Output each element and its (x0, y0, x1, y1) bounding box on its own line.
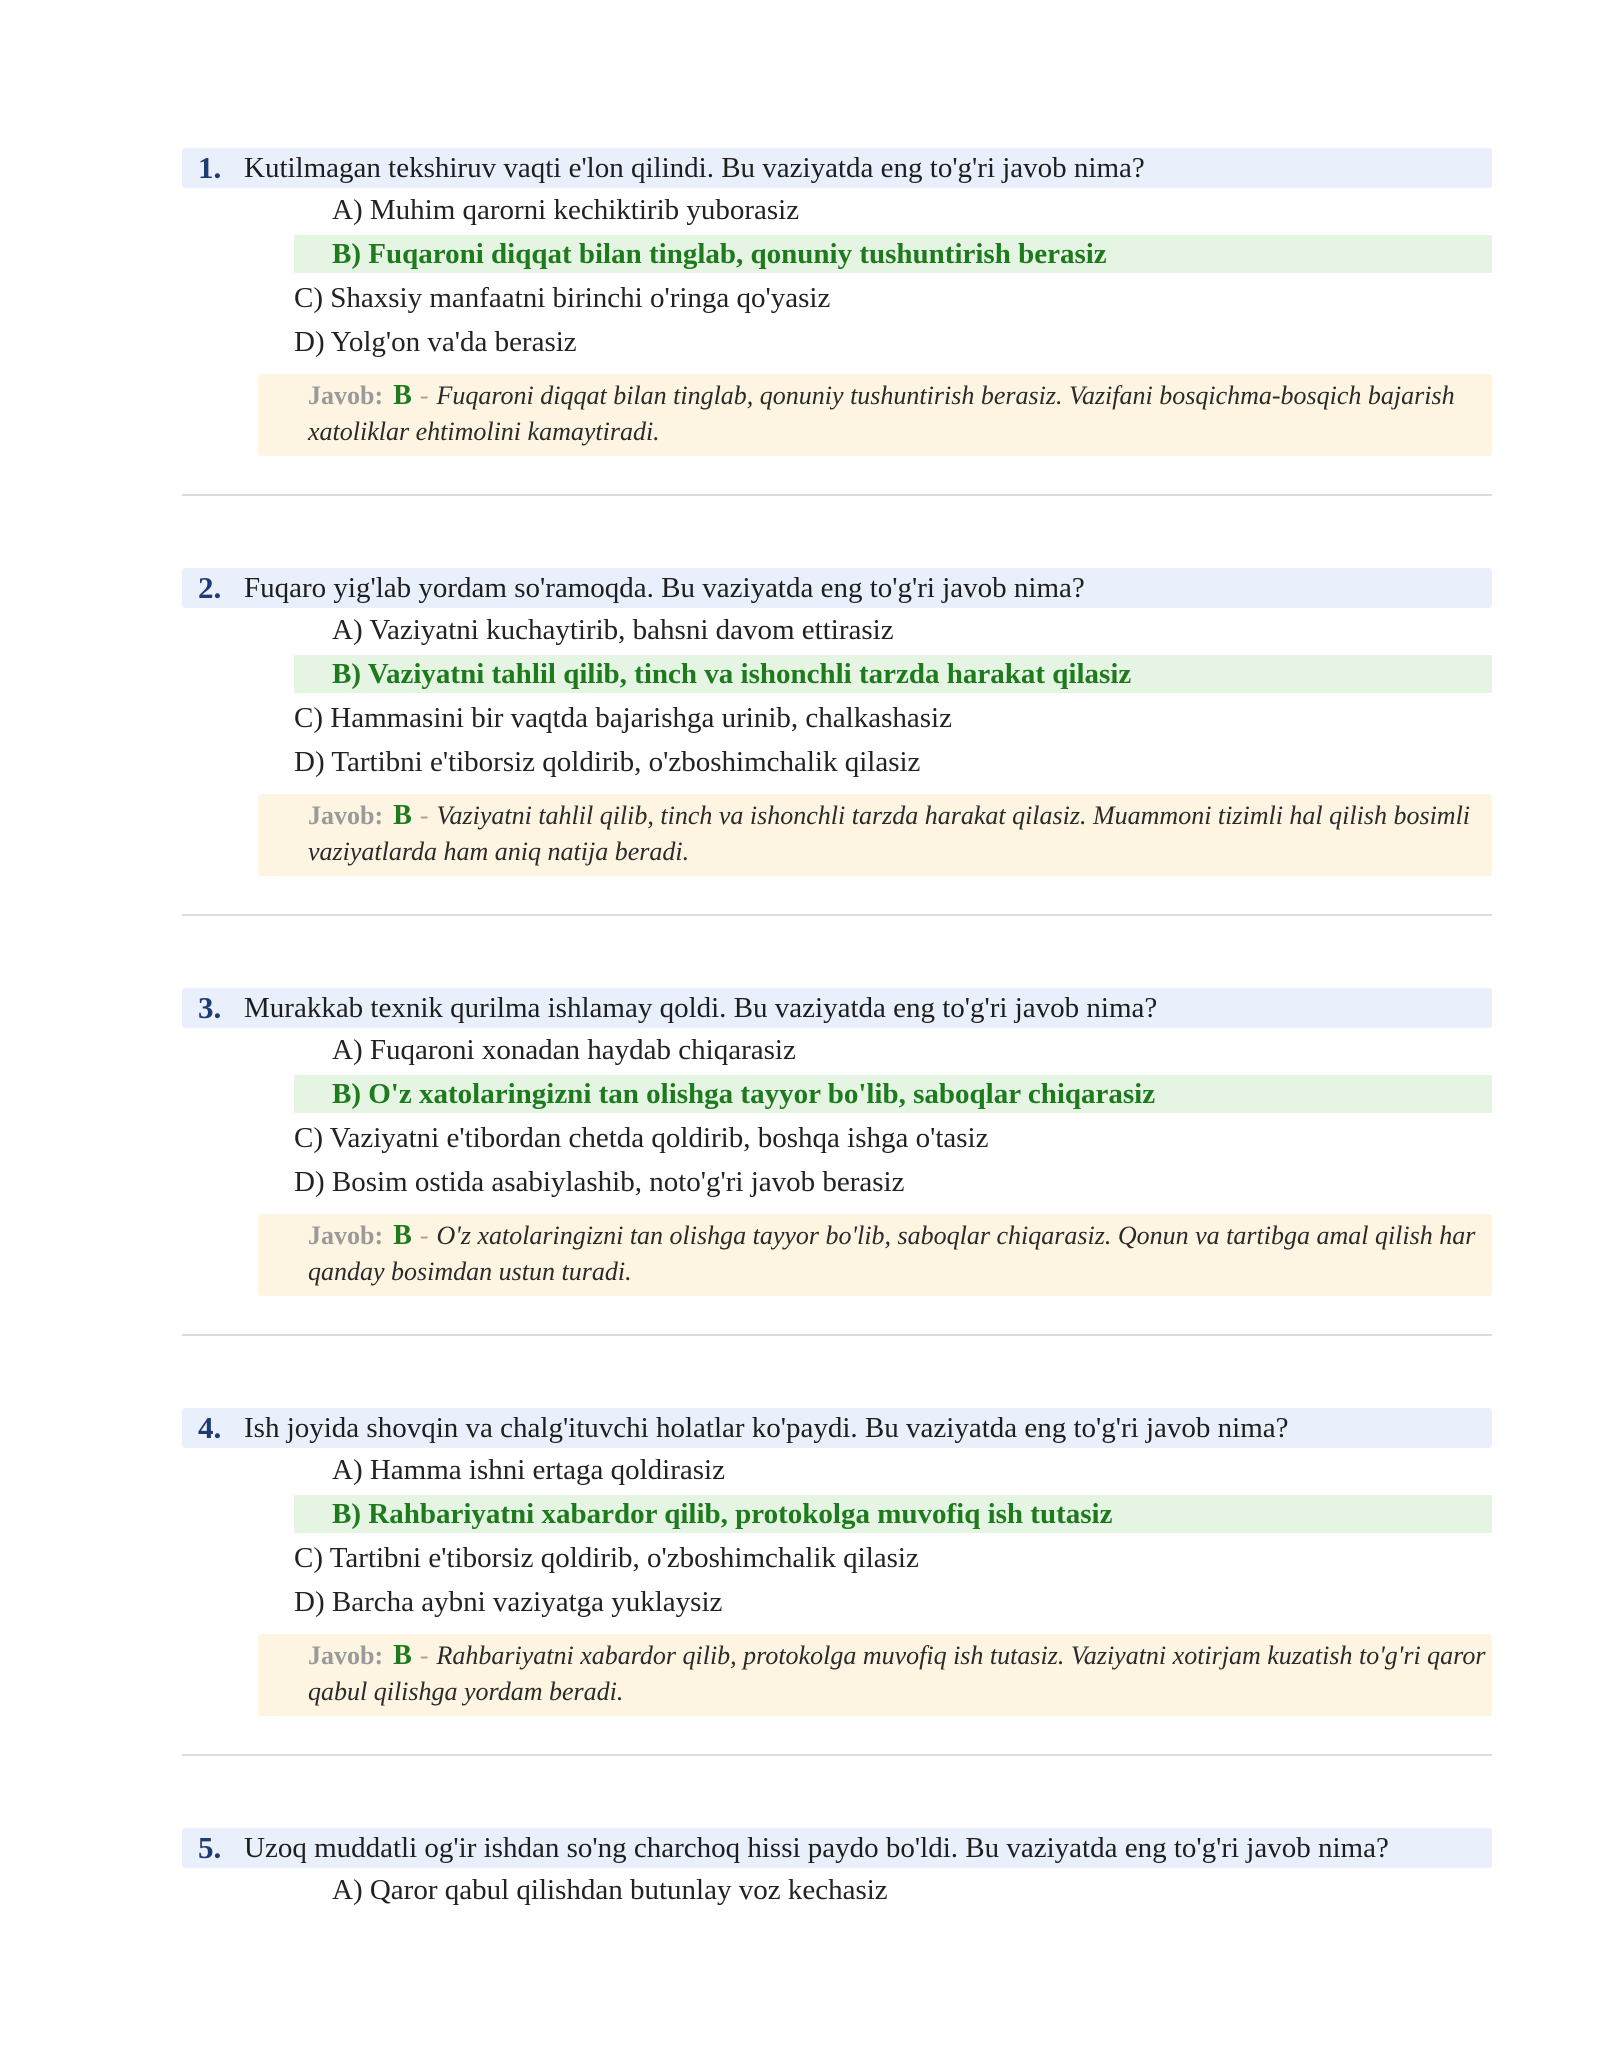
option-d: D) Barcha aybni vaziyatga yuklaysiz (294, 1586, 723, 1618)
question-text: Kutilmagan tekshiruv vaqti e'lon qilindi. Bu vaziyatda eng to'g'ri javob nima? (244, 152, 1145, 184)
option-a: A) Vaziyatni kuchaytirib, bahsni davom ettirasiz (332, 614, 894, 646)
option-a: A) Muhim qarorni kechiktirib yuborasiz (332, 194, 800, 226)
divider (182, 914, 1492, 916)
question-block (182, 1408, 1492, 1716)
option-b-correct: B) Vaziyatni tahlil qilib, tinch va ishonchli tarzda harakat qilasiz (294, 655, 1492, 693)
divider (182, 1754, 1492, 1756)
option-b-correct: B) O'z xatolaringizni tan olishga tayyor bo'lib, saboqlar chiqarasiz (294, 1075, 1492, 1113)
answer-explanation: Rahbariyatni xabardor qilib, protokolga muvofiq ish tutasiz. Vaziyatni xotirjam kuzatish to'g'ri qaror qabul qilishga yordam beradi. (308, 1641, 1486, 1706)
question-header (182, 148, 1492, 188)
answer-label: Javob: (308, 381, 384, 410)
question-header (182, 1408, 1492, 1448)
answer-label: Javob: (308, 801, 384, 830)
option-b-correct: B) Rahbariyatni xabardor qilib, protokolga muvofiq ish tutasiz (294, 1495, 1492, 1533)
answer-explanation: O'z xatolaringizni tan olishga tayyor bo'lib, saboqlar chiqarasiz. Qonun va tartibga amal qilish har qanday bosimdan ustun turadi. (308, 1221, 1476, 1286)
question-block (182, 1828, 1492, 1912)
answer-box (258, 794, 1492, 876)
answer-dash: - (419, 1221, 429, 1250)
answer-letter: B (393, 1640, 412, 1671)
question-number: 4. (198, 1410, 222, 1445)
question-number: 5. (198, 1830, 222, 1865)
answer-dash: - (419, 801, 429, 830)
question-block (182, 568, 1492, 876)
option-d: D) Bosim ostida asabiylashib, noto'g'ri javob berasiz (294, 1166, 905, 1198)
answer-label: Javob: (308, 1221, 384, 1250)
question-header (182, 1828, 1492, 1868)
question-text: Ish joyida shovqin va chalg'ituvchi holatlar ko'paydi. Bu vaziyatda eng to'g'ri javob nima? (244, 1412, 1289, 1444)
answer-letter: B (393, 380, 412, 411)
question-block (182, 148, 1492, 456)
question-block (182, 988, 1492, 1296)
question-text: Fuqaro yig'lab yordam so'ramoqda. Bu vaziyatda eng to'g'ri javob nima? (244, 572, 1085, 604)
answer-dash: - (419, 381, 429, 410)
divider (182, 494, 1492, 496)
option-a: A) Qaror qabul qilishdan butunlay voz kechasiz (332, 1874, 888, 1906)
answer-label: Javob: (308, 1641, 384, 1670)
answer-letter: B (393, 1220, 412, 1251)
answer-explanation: Fuqaroni diqqat bilan tinglab, qonuniy tushuntirish berasiz. Vazifani bosqichma-bosqich bajarish xatoliklar ehtimolini kamaytiradi. (308, 381, 1455, 446)
option-d: D) Tartibni e'tiborsiz qoldirib, o'zboshimchalik qilasiz (294, 746, 921, 778)
question-text: Murakkab texnik qurilma ishlamay qoldi. Bu vaziyatda eng to'g'ri javob nima? (244, 992, 1158, 1024)
answer-box (258, 1214, 1492, 1296)
divider (182, 1334, 1492, 1336)
answer-explanation: Vaziyatni tahlil qilib, tinch va ishonchli tarzda harakat qilasiz. Muammoni tizimli hal qilish bosimli vaziyatlarda ham aniq natija beradi. (308, 801, 1471, 866)
question-number: 1. (198, 150, 222, 185)
option-c: C) Hammasini bir vaqtda bajarishga urinib, chalkashasiz (294, 702, 952, 734)
question-number: 3. (198, 990, 222, 1025)
question-number: 2. (198, 570, 222, 605)
option-c: C) Vaziyatni e'tibordan chetda qoldirib, boshqa ishga o'tasiz (294, 1122, 989, 1154)
option-d: D) Yolg'on va'da berasiz (294, 326, 577, 358)
answer-letter: B (393, 800, 412, 831)
question-header (182, 568, 1492, 608)
option-c: C) Tartibni e'tiborsiz qoldirib, o'zboshimchalik qilasiz (294, 1542, 919, 1574)
answer-box (258, 1634, 1492, 1716)
option-b-correct: B) Fuqaroni diqqat bilan tinglab, qonuniy tushuntirish berasiz (294, 235, 1492, 273)
option-a: A) Fuqaroni xonadan haydab chiqarasiz (332, 1034, 796, 1066)
answer-dash: - (419, 1641, 429, 1670)
option-a: A) Hamma ishni ertaga qoldirasiz (332, 1454, 725, 1486)
option-c: C) Shaxsiy manfaatni birinchi o'ringa qo'yasiz (294, 282, 831, 314)
question-text: Uzoq muddatli og'ir ishdan so'ng charchoq hissi paydo bo'ldi. Bu vaziyatda eng to'g'ri javob nima? (244, 1832, 1389, 1864)
answer-box (258, 374, 1492, 456)
question-header (182, 988, 1492, 1028)
